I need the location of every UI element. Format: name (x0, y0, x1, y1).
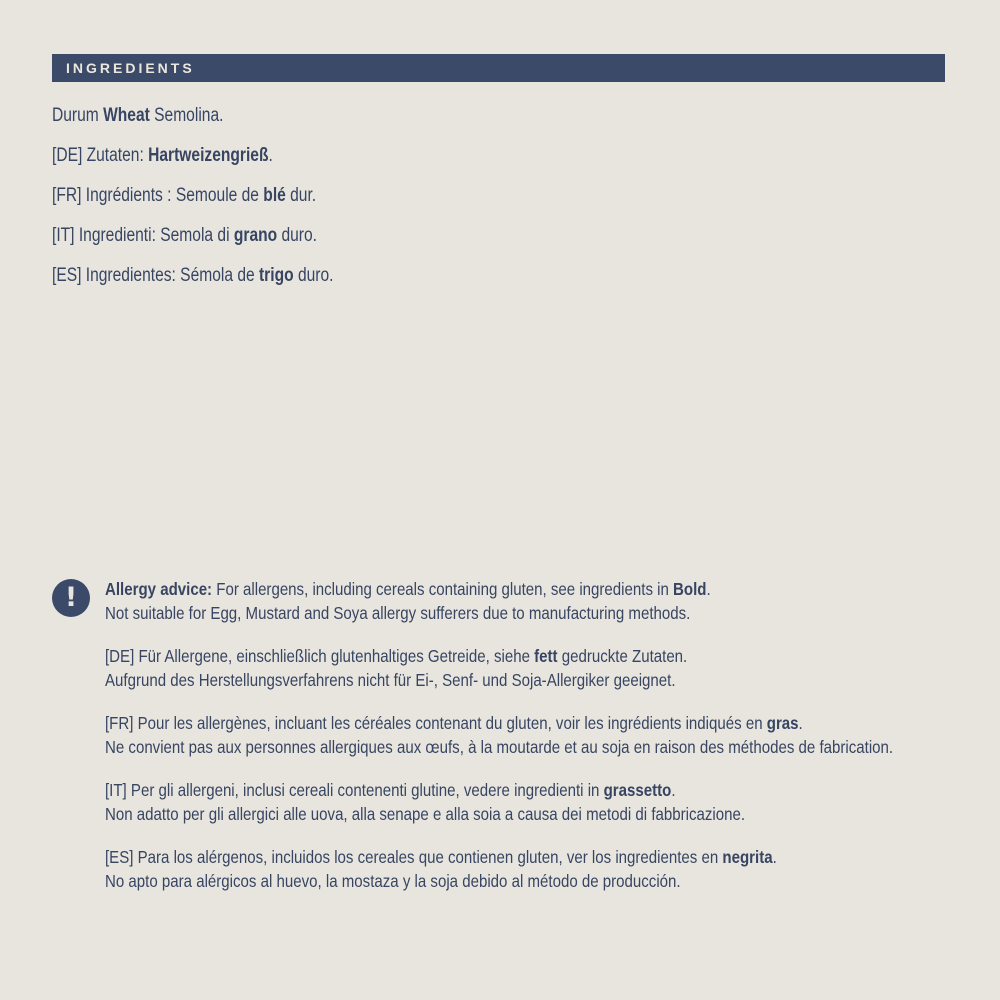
allergy-line: Non adatto per gli allergici alle uova, alla senape e alla soia a causa dei metodi di fabbricazione. (105, 804, 746, 824)
allergy-line: Allergy advice: For allergens, including cereals containing gluten, see ingredients in Bold. (105, 579, 711, 599)
allergy-line: Aufgrund des Herstellungsverfahrens nicht für Ei-, Senf- und Soja-Allergiker geeignet. (105, 670, 676, 690)
ingredients-header-bar (52, 54, 945, 82)
allergy-line: Not suitable for Egg, Mustard and Soya allergy sufferers due to manufacturing methods. (105, 603, 691, 623)
ingredients-list (52, 105, 395, 305)
allergy-paragraph-es (105, 845, 985, 893)
ingredient-line-en: Durum Wheat Semolina. (52, 105, 224, 126)
allergy-line: Ne convient pas aux personnes allergiques aux œufs, à la moutarde et au soja en raison des méthodes de fabrication. (105, 737, 894, 757)
allergy-line: [ES] Para los alérgenos, incluidos los cereales que contienen gluten, ver los ingredientes en negrita. (105, 847, 777, 867)
allergy-line: [FR] Pour les allergènes, incluant les céréales contenant du gluten, voir les ingrédients indiqués en gras. (105, 713, 803, 733)
allergy-paragraph-it (105, 778, 985, 826)
allergy-advice-section (105, 577, 985, 912)
allergy-line: [IT] Per gli allergeni, inclusi cereali contenenti glutine, vedere ingredienti in grassetto. (105, 780, 676, 800)
exclamation-glyph: ! (64, 581, 78, 613)
allergy-line: No apto para alérgicos al huevo, la mostaza y la soja debido al método de producción. (105, 871, 681, 891)
ingredient-line-de: [DE] Zutaten: Hartweizengrieß. (52, 145, 273, 166)
allergy-paragraph-en (105, 577, 985, 625)
allergy-paragraph-fr (105, 711, 985, 759)
ingredient-line-it: [IT] Ingredienti: Semola di grano duro. (52, 225, 317, 246)
ingredients-title: INGREDIENTS (66, 60, 195, 76)
allergy-line: [DE] Für Allergene, einschließlich glutenhaltiges Getreide, siehe fett gedruckte Zutaten. (105, 646, 688, 666)
ingredient-line-fr: [FR] Ingrédients : Semoule de blé dur. (52, 185, 317, 206)
ingredient-line-es: [ES] Ingredientes: Sémola de trigo duro. (52, 265, 334, 286)
exclamation-icon (52, 579, 90, 617)
allergy-paragraph-de (105, 644, 985, 692)
